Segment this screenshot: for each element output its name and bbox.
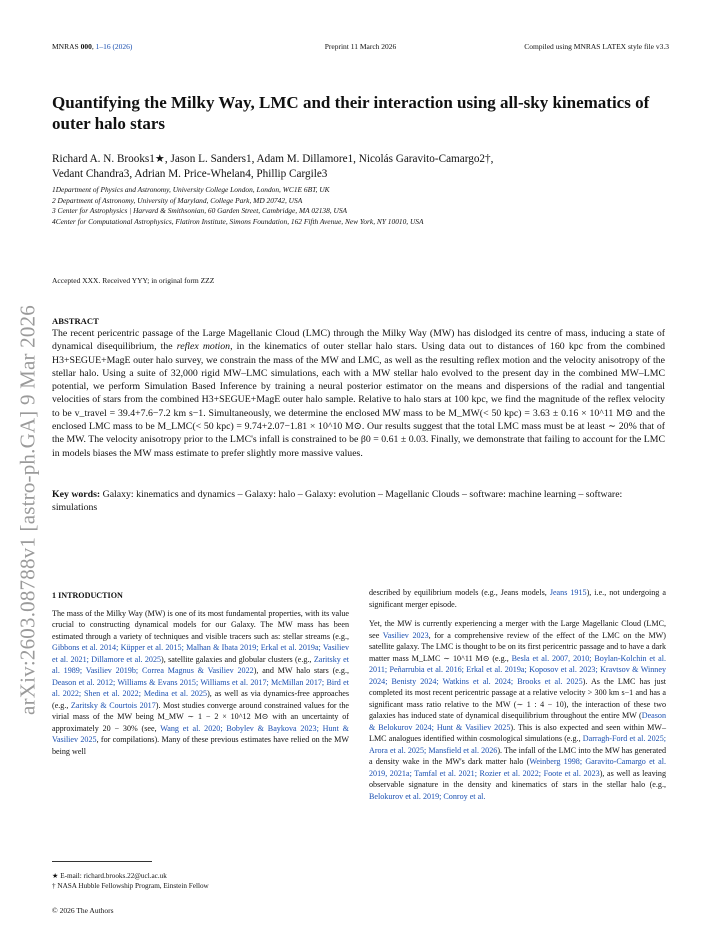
intro-paragraph-2: Yet, the MW is currently experiencing a merger with the Large Magellanic Cloud (LMC, see Vasiliev 2023, for a comprehensive review of the effect of the LMC on the MW) satellite galaxy. The LMC is thought to be on its first pericentric passage and to have a dark matter mass M_LMC ∼ 10^11 M⊙ (e.g., Besla et al. 2007, 2010; Boylan-Kolchin et al. 2011; Peñarrubia et al. 2016; Erkal et al. 2019a; Koposov et al. 2023; Kravtsov & Winney 2024; Benisty 2024; Watkins et al. 2024; Brooks et al. 2025). As the LMC has just completed its most recent pericentric passage at a relative velocity > 300 km s−1 and has a significant mass ratio relative to the MW (∼ 1 : 4 − 10), the interaction of these two galaxies has induced state of dynamical disequilibrium throughout the entire MW (Deason & Belokurov 2024; Hunt & Vasiliev 2025). This is also expected and seen within MW–LMC analogues identified within cosmological simulations (e.g., Darragh-Ford et al. 2025; Arora et al. 2025; Mansfield et al. 2026). The infall of the LMC into the MW has generated a density wake in the MW's dark matter halo (Weinberg 1998; Garavito-Camargo et al. 2019, 2021a; Tamfal et al. 2021; Rozier et al. 2022; Foote et al. 2023), as well as leaving observable signature in the density and kinematics of stars in the stellar halo (e.g., Belokurov et al. 2019; Conroy et al.	[369, 619, 667, 801]
citation-link[interactable]: Weinberg 1998; Garavito-Camargo et al. 2019, 2021a; Tamfal et al. 2021; Rozier et al. 2022; Foote et al. 2023	[369, 757, 666, 778]
citation-link[interactable]: Darragh-Ford et al. 2025; Arora et al. 2025; Mansfield et al. 2026	[369, 734, 666, 755]
compiled-note: Compiled using MNRAS LATEX style file v3.3	[524, 42, 669, 51]
affiliation-4: 4Center for Computational Astrophysics, Flatiron Institute, Simons Foundation, 162 Fifth Avenue, New York, NY 10010, USA	[52, 216, 424, 226]
citation-link[interactable]: Jeans 1915	[549, 588, 587, 597]
citation-link[interactable]: Deason et al. 2012; Williams & Evans 2015; Williams et al. 2017; McMillan 2017; Bird et al. 2022; Shen et al. 2022; Medina et al. 2025	[52, 677, 349, 698]
arxiv-identifier: arXiv:2603.08788v1 [astro-ph.GA] 9 Mar 2026	[15, 305, 40, 715]
citation-link[interactable]: Belokurov et al. 2019; Conroy et al.	[369, 791, 486, 801]
running-header	[52, 42, 669, 54]
mw-mass-value: M_MW(< 50 kpc) = 3.63 ± 0.16 × 10^11 M⊙	[448, 407, 634, 419]
section-heading-introduction: 1 INTRODUCTION	[52, 591, 123, 600]
citation-link[interactable]: Gibbons et al. 2014; Küpper et al. 2015; Malhan & Ibata 2019; Erkal et al. 2019a; Vasiliev et al. 2021; Dillamore et al. 2025	[52, 643, 349, 664]
author-list	[52, 152, 672, 182]
citation-link[interactable]: Vasiliev 2023	[382, 630, 429, 640]
affiliation-2: 2 Department of Astronomy, University of Maryland, College Park, MD 20742, USA	[52, 195, 303, 205]
citation-link[interactable]: Zaritsky et al. 1989; Vasiliev 2019b; Correa Magnus & Vasiliev 2022	[52, 654, 349, 675]
footnote-email: ★ E-mail: richard.brooks.22@ucl.ac.uk	[52, 872, 167, 880]
keywords-list: Galaxy: kinematics and dynamics – Galaxy: halo – Galaxy: evolution – Magellanic Clouds – software: machine learning – software: simulations	[52, 489, 623, 514]
preprint-date: Preprint 11 March 2026	[324, 42, 397, 51]
footnotes	[52, 871, 349, 891]
intro-paragraph-1: The mass of the Milky Way (MW) is one of its most fundamental properties, with its value crucial to constructing dynamical models for our Galaxy. The MW mass has been estimated through a variety of techniques and visible tracers such as: stellar streams (e.g., Gibbons et al. 2014; Küpper et al. 2015; Malhan & Ibata 2019; Erkal et al. 2019a; Vasiliev et al. 2021; Dillamore et al. 2025), satellite galaxies and globular clusters (e.g., Zaritsky et al. 1989; Vasiliev 2019b; Correa Magnus & Vasiliev 2022), and MW halo stars (e.g., Deason et al. 2012; Williams & Evans 2015; Williams et al. 2017; McMillan 2017; Bird et al. 2022; Shen et al. 2022; Medina et al. 2025), as well as via dynamics-free approaches (e.g., Zaritsky & Courtois 2017). Most studies converge around constrained values for the virial mass of the MW being M_MW ∼ 1 − 2 × 10^12 M⊙ with an uncertainty of approximately 20 − 30% (see, Wang et al. 2020; Bobylev & Baykova 2023; Hunt & Vasiliev 2025, for compilations). Many of these previous estimates have relied on the MW being well	[52, 608, 349, 756]
keywords	[52, 488, 665, 515]
accepted-line: Accepted XXX. Received YYY; in original form ZZZ	[52, 276, 215, 285]
reflex-motion-term: reflex motion	[176, 341, 231, 353]
footnote-fellowship: † NASA Hubble Fellowship Program, Einstein Fellow	[52, 882, 209, 890]
left-column	[52, 590, 349, 757]
abstract-heading: ABSTRACT	[52, 316, 99, 326]
lmc-mass-value: M_LMC(< 50 kpc) = 9.74+2.07−1.81 × 10^10 M⊙	[157, 421, 362, 433]
authors-line-1: Richard A. N. Brooks1★, Jason L. Sanders1, Adam M. Dillamore1, Nicolás Garavito-Camargo2†,	[52, 153, 494, 165]
intro-paragraph-1-cont: described by equilibrium models (e.g., Jeans models, Jeans 1915), i.e., not undergoing a significant merger episode.	[369, 588, 666, 609]
citation-link[interactable]: Besla et al. 2007, 2010; Boylan-Kolchin et al. 2011; Peñarrubia et al. 2016; Erkal et al. 2019a; Koposov et al. 2023; Kravtsov & Winney 2024; Benisty 2024; Watkins et al. 2024; Brooks et al. 2025	[369, 653, 666, 686]
right-column	[369, 587, 666, 802]
affiliation-3: 3 Center for Astrophysics | Harvard & Smithsonian, 60 Garden Street, Cambridge, MA 02138, USA	[52, 206, 348, 215]
paper-title: Quantifying the Milky Way, LMC and their interaction using all-sky kinematics of outer halo stars	[52, 93, 650, 133]
keywords-label: Key words:	[52, 489, 101, 500]
page-range-link[interactable]: 1–16 (2026)	[95, 42, 133, 51]
footnote-rule	[52, 861, 152, 862]
authors-line-2: Vedant Chandra3, Adrian M. Price-Whelan4, Phillip Cargile3	[52, 168, 328, 180]
journal-ref: MNRAS 000, 1–16 (2026)	[52, 42, 133, 51]
abstract-text: The recent pericentric passage of the Large Magellanic Cloud (LMC) through the Milky Way (MW) has dislodged its centre of mass, inducing a state of dynamical disequilibrium, the reflex motion, in the kinematics of outer stellar halo stars. Using data out to distances of 160 kpc from the combined H3+SEGUE+MagE outer halo survey, we constrain the mass of the MW and LMC, as well as the resulting reflex motion and the velocity anisotropy of the stellar halo. Using a suite of 32,000 rigid MW–LMC simulations, each with a MW stellar halo evolved to the present day in the combined MW–LMC potential, we perform Simulation Based Inference by training a neural posterior estimator on the means and dispersions of the radial and tangential velocities of stars from the combined H3+SEGUE+MagE outer halo sample. Relative to halo stars at 100 kpc, we find the magnitude of the reflex velocity to be v_travel = 39.4+7.6−7.2 km s−1. Simultaneously, we determine the enclosed MW mass to be M_MW(< 50 kpc) = 3.63 ± 0.16 × 10^11 M⊙ and the enclosed LMC mass to be M_LMC(< 50 kpc) = 9.74+2.07−1.81 × 10^10 M⊙. Our results suggest that the total LMC mass must be at least ∼ 20% that of the MW. The velocity anisotropy prior to the LMC's infall is constrained to be β0 = 0.61 ± 0.03. Finally, we demonstrate that failing to account for the LMC in models biases the MW mass estimate to prefer slightly more massive values.	[52, 328, 666, 459]
arxiv-sidebar	[8, 300, 48, 720]
copyright: © 2026 The Authors	[52, 906, 114, 915]
affiliations	[52, 185, 672, 227]
vtravel-value: v_travel = 39.4+7.6−7.2 km s−1	[74, 407, 204, 419]
citation-link[interactable]: Zaritsky & Courtois 2017	[70, 700, 156, 710]
citation-link[interactable]: Wang et al. 2020; Bobylev & Baykova 2023; Hunt & Vasiliev 2025	[52, 723, 349, 744]
affiliation-1: 1Department of Physics and Astronomy, University College London, London, WC1E 6BT, UK	[52, 185, 330, 194]
citation-link[interactable]: Deason & Belokurov 2024; Hunt & Vasiliev 2025	[369, 711, 666, 732]
